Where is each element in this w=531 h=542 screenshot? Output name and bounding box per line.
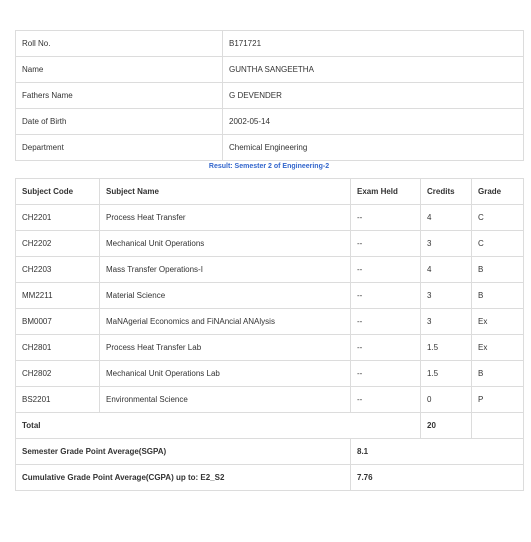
credits: 0 (421, 387, 472, 413)
cgpa-value: 7.76 (351, 465, 524, 491)
credits: 3 (421, 283, 472, 309)
total-row (16, 413, 524, 439)
subject-code: CH2201 (16, 205, 100, 231)
credits: 4 (421, 257, 472, 283)
subject-name: Material Science (100, 283, 351, 309)
grade: C (472, 231, 524, 257)
subject-code: MM2211 (16, 283, 100, 309)
subject-code: BM0007 (16, 309, 100, 335)
info-row-date-of-birth (16, 109, 524, 135)
subject-code: BS2201 (16, 387, 100, 413)
total-grade-empty (472, 413, 524, 439)
grade: Ex (472, 335, 524, 361)
info-row-name (16, 57, 524, 83)
table-row (16, 283, 524, 309)
subject-name: Process Heat Transfer Lab (100, 335, 351, 361)
credits: 3 (421, 309, 472, 335)
column-header-subject-code: Subject Code (16, 179, 100, 205)
cgpa-label: Cumulative Grade Point Average(CGPA) up to: E2_S2 (16, 465, 351, 491)
info-value: Chemical Engineering (223, 135, 524, 161)
sgpa-label: Semester Grade Point Average(SGPA) (16, 439, 351, 465)
info-value: G DEVENDER (223, 83, 524, 109)
exam-held: -- (351, 309, 421, 335)
info-value: GUNTHA SANGEETHA (223, 57, 524, 83)
table-row (16, 257, 524, 283)
total-label: Total (16, 413, 421, 439)
info-label: Roll No. (16, 31, 223, 57)
info-value: 2002-05-14 (223, 109, 524, 135)
table-row (16, 205, 524, 231)
column-header-subject-name: Subject Name (100, 179, 351, 205)
sgpa-row (16, 439, 524, 465)
subject-code: CH2203 (16, 257, 100, 283)
grades-header-row (16, 179, 524, 205)
info-row-department (16, 135, 524, 161)
subject-code: CH2202 (16, 231, 100, 257)
grades-table (15, 178, 524, 491)
credits: 3 (421, 231, 472, 257)
exam-held: -- (351, 205, 421, 231)
result-title: Result: Semester 2 of Engineering-2 (208, 163, 330, 170)
info-row-roll-no (16, 31, 524, 57)
grade: B (472, 257, 524, 283)
subject-code: CH2801 (16, 335, 100, 361)
info-label: Name (16, 57, 223, 83)
exam-held: -- (351, 257, 421, 283)
subject-name: Mass Transfer Operations-I (100, 257, 351, 283)
total-credits: 20 (421, 413, 472, 439)
info-label: Fathers Name (16, 83, 223, 109)
info-label: Date of Birth (16, 109, 223, 135)
subject-name: Environmental Science (100, 387, 351, 413)
grade: C (472, 205, 524, 231)
info-label: Department (16, 135, 223, 161)
table-row (16, 335, 524, 361)
subject-name: Mechanical Unit Operations (100, 231, 351, 257)
grade: B (472, 361, 524, 387)
column-header-exam-held: Exam Held (351, 179, 421, 205)
info-value: B171721 (223, 31, 524, 57)
table-row (16, 231, 524, 257)
table-row (16, 309, 524, 335)
exam-held: -- (351, 283, 421, 309)
info-row-fathers-name (16, 83, 524, 109)
subject-code: CH2802 (16, 361, 100, 387)
grade: Ex (472, 309, 524, 335)
table-row (16, 361, 524, 387)
exam-held: -- (351, 361, 421, 387)
column-header-credits: Credits (421, 179, 472, 205)
exam-held: -- (351, 335, 421, 361)
subject-name: Process Heat Transfer (100, 205, 351, 231)
sgpa-value: 8.1 (351, 439, 524, 465)
exam-held: -- (351, 387, 421, 413)
grade: B (472, 283, 524, 309)
column-header-grade: Grade (472, 179, 524, 205)
subject-name: Mechanical Unit Operations Lab (100, 361, 351, 387)
subject-name: MaNAgerial Economics and FiNAncial ANAlysis (100, 309, 351, 335)
credits: 4 (421, 205, 472, 231)
student-info-table (15, 30, 524, 161)
credits: 1.5 (421, 335, 472, 361)
table-row (16, 387, 524, 413)
credits: 1.5 (421, 361, 472, 387)
exam-held: -- (351, 231, 421, 257)
cgpa-row (16, 465, 524, 491)
grade: P (472, 387, 524, 413)
